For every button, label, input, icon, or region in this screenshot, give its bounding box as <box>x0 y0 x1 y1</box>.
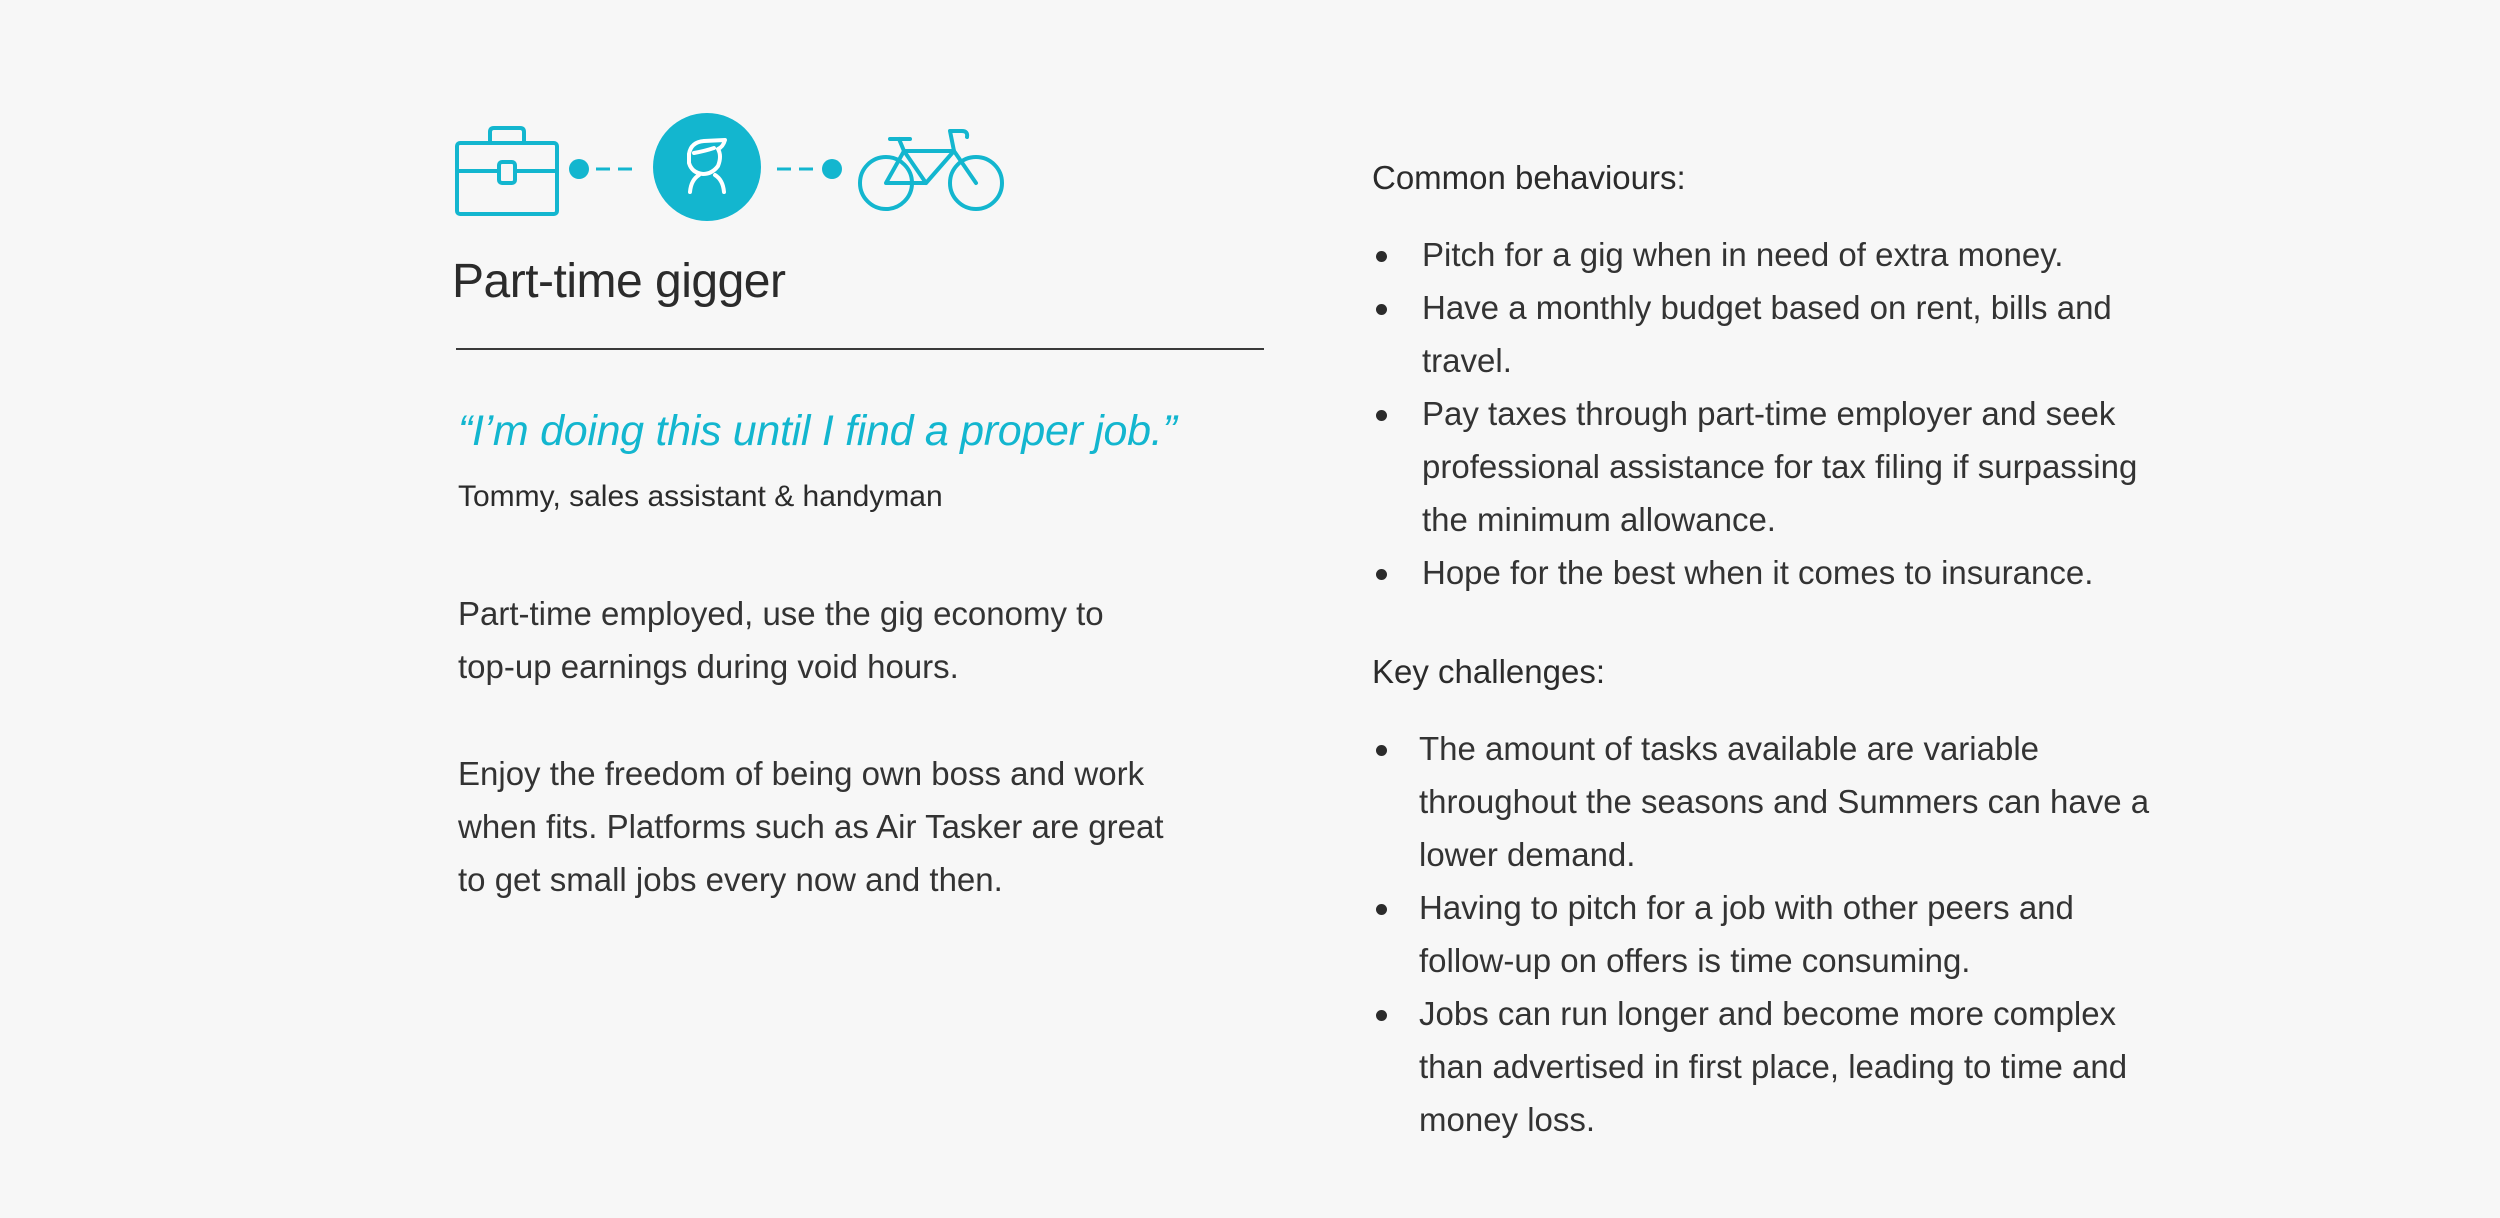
behaviours-list <box>1372 228 2162 599</box>
list-item: Having to pitch for a job with other peers and follow-up on offers is time consuming. <box>1372 881 2162 987</box>
persona-column <box>450 110 1270 898</box>
persona-description: Part-time employed, use the gig economy to top-up earnings during void hours. <box>458 595 1104 685</box>
connector-right <box>775 157 845 181</box>
challenges-heading: Key challenges: <box>1372 653 1605 690</box>
connector-left <box>568 157 650 181</box>
list-item: Jobs can run longer and become more complex than advertised in first place, leading to time and money loss. <box>1372 987 2162 1146</box>
quote-attribution: Tommy, sales assistant & handyman <box>458 480 943 513</box>
list-item: The amount of tasks available are variable throughout the seasons and Summers can have a lower demand. <box>1372 722 2162 881</box>
briefcase-icon <box>454 125 560 217</box>
list-item: Have a monthly budget based on rent, bills and travel. <box>1372 281 2162 387</box>
list-item: Hope for the best when it comes to insurance. <box>1372 546 2162 599</box>
title-divider <box>456 348 1264 350</box>
persona-motivation: Enjoy the freedom of being own boss and work when fits. Platforms such as Air Tasker are great to get small jobs every now and then. <box>458 755 1164 898</box>
persona-quote: “I’m doing this until I find a proper job.” <box>458 407 1177 455</box>
challenges-list <box>1372 722 2162 1146</box>
bicycle-icon <box>858 123 1006 213</box>
person-icon <box>652 112 762 222</box>
list-item: Pitch for a gig when in need of extra money. <box>1372 228 2162 281</box>
persona-icon-row <box>450 110 1270 228</box>
behaviours-heading: Common behaviours: <box>1372 159 1686 196</box>
list-item: Pay taxes through part-time employer and seek professional assistance for tax filing if surpassing the minimum allowance. <box>1372 387 2162 546</box>
persona-title: Part-time gigger <box>452 255 786 308</box>
